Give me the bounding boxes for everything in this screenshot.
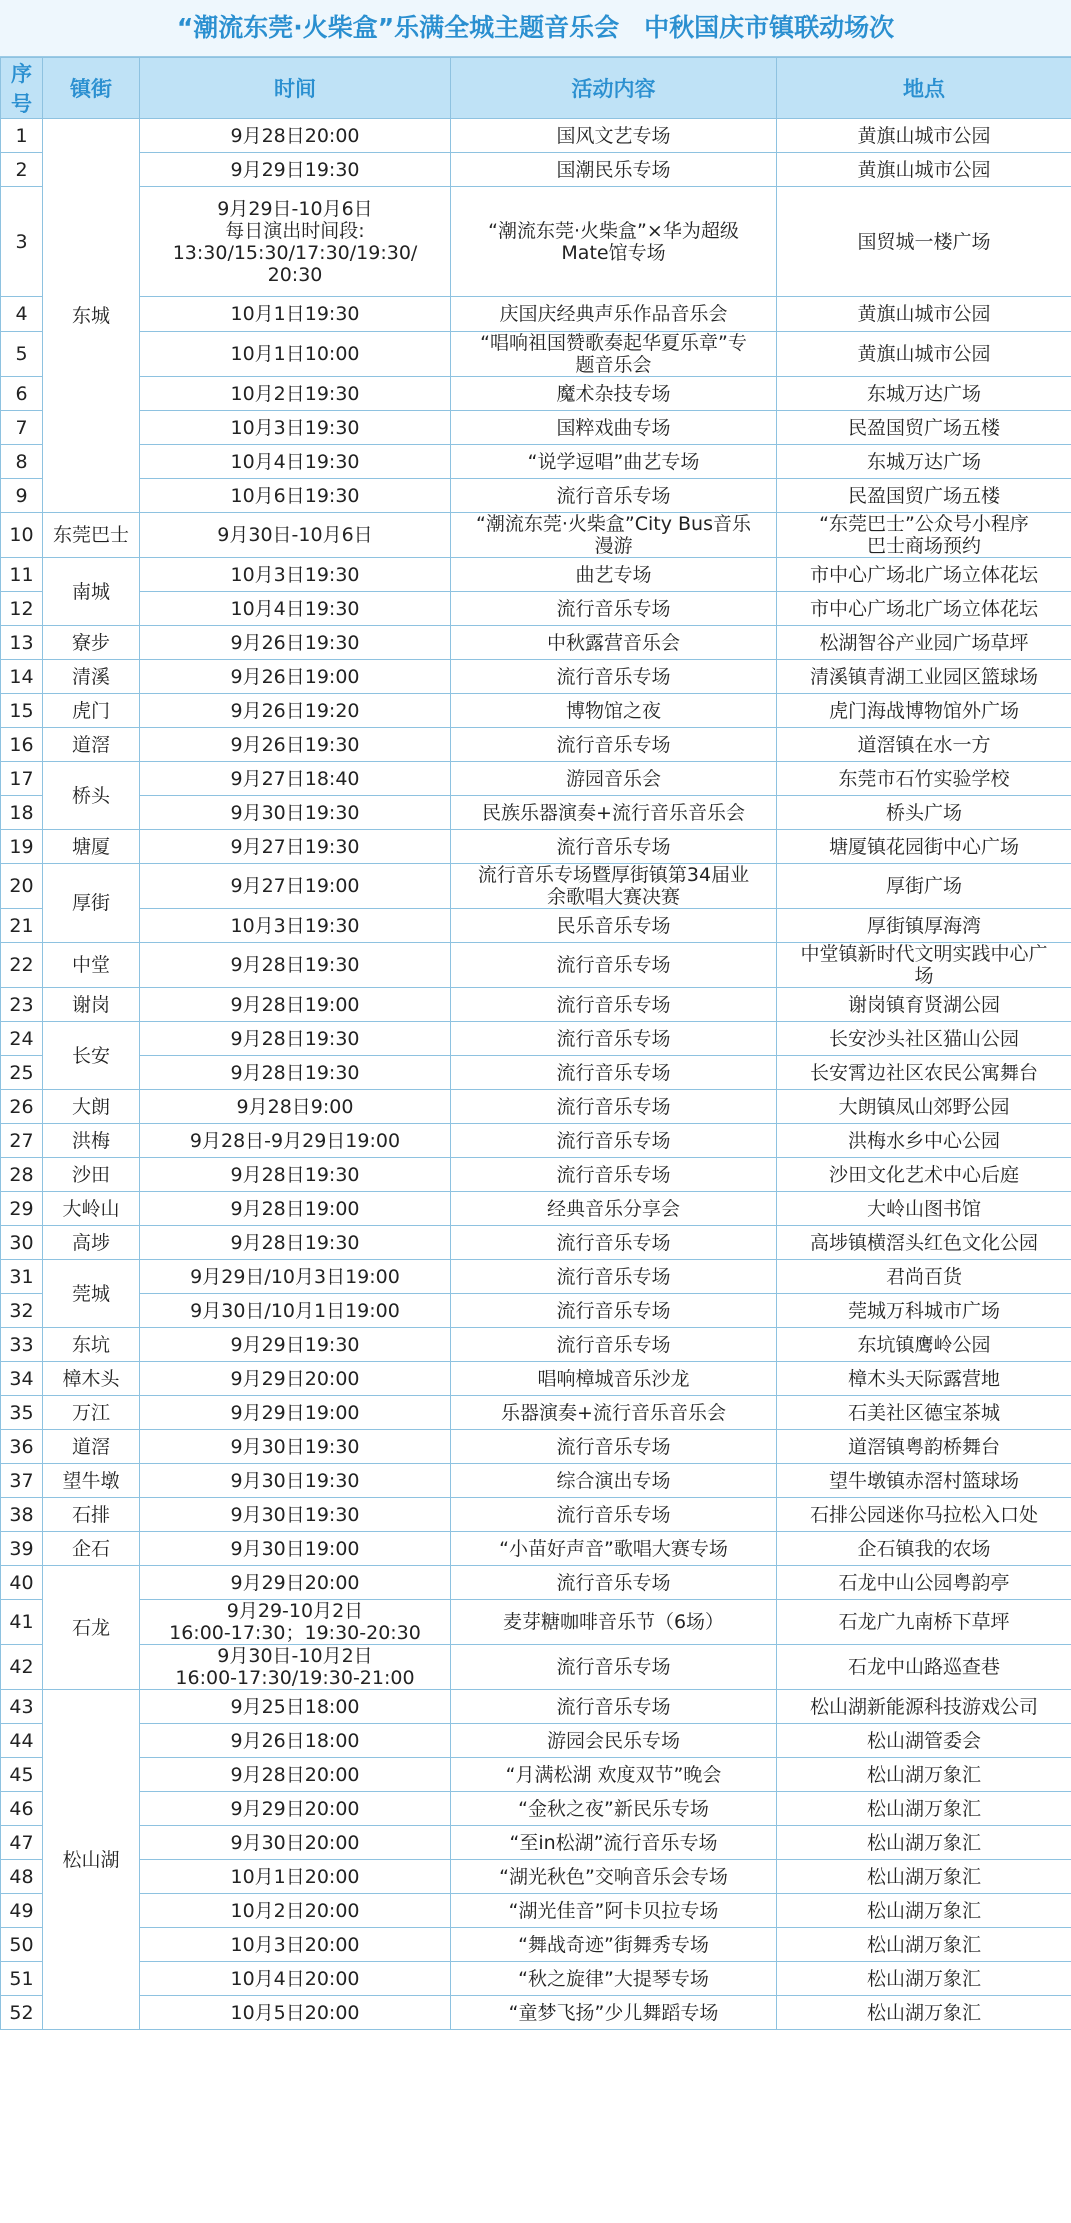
row-number: 23	[1, 988, 43, 1022]
row-place: 石排公园迷你马拉松入口处	[777, 1498, 1071, 1532]
row-number: 4	[1, 297, 43, 332]
row-place: 莞城万科城市广场	[777, 1294, 1071, 1328]
row-number: 38	[1, 1498, 43, 1532]
row-place: 国贸城一楼广场	[777, 187, 1071, 297]
table-row	[1, 1962, 1071, 1996]
row-place: 东坑镇鹰岭公园	[777, 1328, 1071, 1362]
table-row	[1, 1362, 1071, 1396]
row-content: 流行音乐专场	[451, 1124, 777, 1158]
row-place: 石美社区德宝茶城	[777, 1396, 1071, 1430]
row-town: 长安	[43, 1022, 140, 1090]
row-number: 41	[1, 1600, 43, 1645]
row-time: 10月4日19:30	[140, 592, 451, 626]
row-content: 流行音乐专场	[451, 1022, 777, 1056]
row-place: 塘厦镇花园街中心广场	[777, 830, 1071, 864]
row-content: 流行音乐专场	[451, 830, 777, 864]
table-row	[1, 297, 1071, 332]
row-time: 10月1日10:00	[140, 332, 451, 377]
row-time: 10月3日19:30	[140, 558, 451, 592]
table-row	[1, 762, 1071, 796]
row-place: 谢岗镇育贤湖公园	[777, 988, 1071, 1022]
row-place: 厚街广场	[777, 864, 1071, 909]
table-row	[1, 1792, 1071, 1826]
row-town: 松山湖	[43, 1690, 140, 2030]
row-town: 万江	[43, 1396, 140, 1430]
row-town: 东坑	[43, 1328, 140, 1362]
row-time: 9月28日9:00	[140, 1090, 451, 1124]
row-town: 谢岗	[43, 988, 140, 1022]
row-content: “童梦飞扬”少儿舞蹈专场	[451, 1996, 777, 2030]
row-number: 33	[1, 1328, 43, 1362]
row-content: “秋之旋律”大提琴专场	[451, 1962, 777, 1996]
row-content: 国粹戏曲专场	[451, 411, 777, 445]
row-place: 高埗镇横滘头红色文化公园	[777, 1226, 1071, 1260]
header-place: 地点	[777, 58, 1071, 119]
row-place: 厚街镇厚海湾	[777, 909, 1071, 943]
row-time: 9月30日19:00	[140, 1532, 451, 1566]
row-content: “湖光佳音”阿卡贝拉专场	[451, 1894, 777, 1928]
row-number: 44	[1, 1724, 43, 1758]
header-town: 镇街	[43, 58, 140, 119]
row-place: 石龙中山路巡查巷	[777, 1645, 1071, 1690]
table-row	[1, 1645, 1071, 1690]
table-row	[1, 1894, 1071, 1928]
row-place: 松山湖万象汇	[777, 1792, 1071, 1826]
row-content: 流行音乐专场	[451, 479, 777, 513]
row-town: 东莞巴士	[43, 513, 140, 558]
row-town: 清溪	[43, 660, 140, 694]
row-time: 10月2日20:00	[140, 1894, 451, 1928]
table-header-row	[1, 58, 1071, 119]
row-place: 松山湖万象汇	[777, 1826, 1071, 1860]
row-time: 10月4日19:30	[140, 445, 451, 479]
row-number: 17	[1, 762, 43, 796]
row-place: 虎门海战博物馆外广场	[777, 694, 1071, 728]
row-town: 道滘	[43, 728, 140, 762]
row-time: 10月3日20:00	[140, 1928, 451, 1962]
row-place: 松山湖万象汇	[777, 1758, 1071, 1792]
row-town: 东城	[43, 119, 140, 513]
table-row	[1, 558, 1071, 592]
row-number: 2	[1, 153, 43, 187]
row-place: “东莞巴士”公众号小程序 巴士商场预约	[777, 513, 1071, 558]
row-time: 9月30日19:30	[140, 796, 451, 830]
row-number: 39	[1, 1532, 43, 1566]
row-place: 道滘镇在水一方	[777, 728, 1071, 762]
table-row	[1, 1996, 1071, 2030]
row-content: 流行音乐专场	[451, 1645, 777, 1690]
row-number: 25	[1, 1056, 43, 1090]
row-content: 流行音乐专场	[451, 1056, 777, 1090]
row-content: 游园会民乐专场	[451, 1724, 777, 1758]
row-number: 35	[1, 1396, 43, 1430]
table-row	[1, 411, 1071, 445]
row-place: 市中心广场北广场立体花坛	[777, 592, 1071, 626]
row-number: 26	[1, 1090, 43, 1124]
row-number: 18	[1, 796, 43, 830]
table-row	[1, 660, 1071, 694]
row-number: 34	[1, 1362, 43, 1396]
table-row	[1, 513, 1071, 558]
row-number: 29	[1, 1192, 43, 1226]
row-content: 唱响樟城音乐沙龙	[451, 1362, 777, 1396]
row-content: 流行音乐专场	[451, 1158, 777, 1192]
table-row	[1, 332, 1071, 377]
row-number: 31	[1, 1260, 43, 1294]
row-number: 40	[1, 1566, 43, 1600]
row-number: 47	[1, 1826, 43, 1860]
row-number: 21	[1, 909, 43, 943]
row-place: 东城万达广场	[777, 445, 1071, 479]
row-content: 流行音乐专场	[451, 728, 777, 762]
row-time: 9月26日19:00	[140, 660, 451, 694]
table-row	[1, 1498, 1071, 1532]
row-content: 流行音乐专场	[451, 592, 777, 626]
row-town: 洪梅	[43, 1124, 140, 1158]
row-town: 塘厦	[43, 830, 140, 864]
table-row	[1, 1192, 1071, 1226]
row-content: 流行音乐专场暨厚街镇第34届业 余歌唱大赛决赛	[451, 864, 777, 909]
row-time: 10月4日20:00	[140, 1962, 451, 1996]
row-place: 企石镇我的农场	[777, 1532, 1071, 1566]
row-town: 桥头	[43, 762, 140, 830]
row-time: 9月28日20:00	[140, 119, 451, 153]
row-time: 9月29日19:30	[140, 1328, 451, 1362]
row-number: 6	[1, 377, 43, 411]
row-content: 流行音乐专场	[451, 1294, 777, 1328]
row-time: 9月29-10月2日 16:00-17:30；19:30-20:30	[140, 1600, 451, 1645]
row-town: 大岭山	[43, 1192, 140, 1226]
row-place: 黄旗山城市公园	[777, 332, 1071, 377]
row-time: 9月29日/10月3日19:00	[140, 1260, 451, 1294]
row-number: 8	[1, 445, 43, 479]
row-content: “至in松湖”流行音乐专场	[451, 1826, 777, 1860]
row-content: 流行音乐专场	[451, 1566, 777, 1600]
row-number: 52	[1, 1996, 43, 2030]
row-town: 莞城	[43, 1260, 140, 1328]
row-time: 9月29日-10月6日 每日演出时间段: 13:30/15:30/17:30/19:30/ 20:30	[140, 187, 451, 297]
table-row	[1, 1022, 1071, 1056]
row-place: 清溪镇青湖工业园区篮球场	[777, 660, 1071, 694]
row-time: 9月30日19:30	[140, 1464, 451, 1498]
row-content: 流行音乐专场	[451, 660, 777, 694]
row-number: 5	[1, 332, 43, 377]
row-content: “潮流东莞·火柴盒”City Bus音乐 漫游	[451, 513, 777, 558]
table-row	[1, 728, 1071, 762]
row-place: 道滘镇粤韵桥舞台	[777, 1430, 1071, 1464]
row-place: 松山湖万象汇	[777, 1928, 1071, 1962]
row-number: 45	[1, 1758, 43, 1792]
row-time: 9月26日19:30	[140, 728, 451, 762]
row-content: 乐器演奏+流行音乐音乐会	[451, 1396, 777, 1430]
row-content: 游园音乐会	[451, 762, 777, 796]
row-content: 流行音乐专场	[451, 988, 777, 1022]
schedule-table	[0, 57, 1071, 2030]
row-content: 综合演出专场	[451, 1464, 777, 1498]
table-row	[1, 1328, 1071, 1362]
table-row	[1, 1724, 1071, 1758]
row-content: 流行音乐专场	[451, 1226, 777, 1260]
row-time: 9月30日19:30	[140, 1498, 451, 1532]
row-content: “说学逗唱”曲艺专场	[451, 445, 777, 479]
table-row	[1, 1826, 1071, 1860]
row-content: 魔术杂技专场	[451, 377, 777, 411]
row-number: 49	[1, 1894, 43, 1928]
table-row	[1, 1226, 1071, 1260]
table-row	[1, 1464, 1071, 1498]
row-number: 19	[1, 830, 43, 864]
row-content: 庆国庆经典声乐作品音乐会	[451, 297, 777, 332]
table-row	[1, 988, 1071, 1022]
table-row	[1, 1928, 1071, 1962]
row-time: 9月29日20:00	[140, 1362, 451, 1396]
row-town: 望牛墩	[43, 1464, 140, 1498]
row-number: 10	[1, 513, 43, 558]
table-row	[1, 1260, 1071, 1294]
row-number: 36	[1, 1430, 43, 1464]
row-number: 9	[1, 479, 43, 513]
page-title: “潮流东莞·火柴盒”乐满全城主题音乐会 中秋国庆市镇联动场次	[0, 0, 1071, 57]
row-time: 9月30日-10月6日	[140, 513, 451, 558]
row-time: 9月29日20:00	[140, 1792, 451, 1826]
table-row	[1, 694, 1071, 728]
row-town: 沙田	[43, 1158, 140, 1192]
row-place: 中堂镇新时代文明实践中心广 场	[777, 943, 1071, 988]
row-place: 桥头广场	[777, 796, 1071, 830]
row-number: 37	[1, 1464, 43, 1498]
table-row	[1, 1056, 1071, 1090]
row-time: 10月2日19:30	[140, 377, 451, 411]
row-place: 黄旗山城市公园	[777, 297, 1071, 332]
row-number: 30	[1, 1226, 43, 1260]
table-row	[1, 1690, 1071, 1724]
row-content: 曲艺专场	[451, 558, 777, 592]
row-place: 民盈国贸广场五楼	[777, 479, 1071, 513]
table-row	[1, 377, 1071, 411]
row-place: 黄旗山城市公园	[777, 153, 1071, 187]
row-number: 20	[1, 864, 43, 909]
row-number: 28	[1, 1158, 43, 1192]
table-row	[1, 1600, 1071, 1645]
row-place: 松山湖管委会	[777, 1724, 1071, 1758]
row-place: 大岭山图书馆	[777, 1192, 1071, 1226]
row-place: 长安沙头社区猫山公园	[777, 1022, 1071, 1056]
row-number: 51	[1, 1962, 43, 1996]
table-row	[1, 1396, 1071, 1430]
row-place: 黄旗山城市公园	[777, 119, 1071, 153]
row-town: 石排	[43, 1498, 140, 1532]
row-place: 石龙广九南桥下草坪	[777, 1600, 1071, 1645]
row-place: 松山湖万象汇	[777, 1962, 1071, 1996]
row-place: 松山湖万象汇	[777, 1894, 1071, 1928]
row-town: 道滘	[43, 1430, 140, 1464]
row-number: 3	[1, 187, 43, 297]
row-content: 国风文艺专场	[451, 119, 777, 153]
table-row	[1, 1758, 1071, 1792]
row-content: “潮流东莞·火柴盒”×华为超级 Mate馆专场	[451, 187, 777, 297]
row-number: 32	[1, 1294, 43, 1328]
row-number: 50	[1, 1928, 43, 1962]
row-time: 9月29日20:00	[140, 1566, 451, 1600]
table-row	[1, 1430, 1071, 1464]
row-place: 大朗镇凤山郊野公园	[777, 1090, 1071, 1124]
table-row	[1, 119, 1071, 153]
row-time: 9月30日19:30	[140, 1430, 451, 1464]
table-row	[1, 445, 1071, 479]
table-row	[1, 626, 1071, 660]
row-content: 博物馆之夜	[451, 694, 777, 728]
table-row	[1, 830, 1071, 864]
row-time: 9月29日19:00	[140, 1396, 451, 1430]
row-content: “湖光秋色”交响音乐会专场	[451, 1860, 777, 1894]
row-content: “月满松湖 欢度双节”晚会	[451, 1758, 777, 1792]
row-content: 流行音乐专场	[451, 1690, 777, 1724]
row-town: 石龙	[43, 1566, 140, 1690]
table-row	[1, 796, 1071, 830]
row-place: 石龙中山公园粤韵亭	[777, 1566, 1071, 1600]
row-town: 厚街	[43, 864, 140, 943]
table-row	[1, 909, 1071, 943]
row-time: 10月3日19:30	[140, 909, 451, 943]
table-row	[1, 187, 1071, 297]
row-town: 樟木头	[43, 1362, 140, 1396]
row-time: 9月28日19:30	[140, 1158, 451, 1192]
row-number: 27	[1, 1124, 43, 1158]
row-content: 经典音乐分享会	[451, 1192, 777, 1226]
row-time: 9月30日-10月2日 16:00-17:30/19:30-21:00	[140, 1645, 451, 1690]
table-row	[1, 943, 1071, 988]
row-content: 流行音乐专场	[451, 1090, 777, 1124]
table-row	[1, 1090, 1071, 1124]
row-content: 民族乐器演奏+流行音乐音乐会	[451, 796, 777, 830]
row-number: 43	[1, 1690, 43, 1724]
row-place: 东城万达广场	[777, 377, 1071, 411]
table-row	[1, 479, 1071, 513]
row-time: 9月29日19:30	[140, 153, 451, 187]
row-town: 企石	[43, 1532, 140, 1566]
row-content: 国潮民乐专场	[451, 153, 777, 187]
row-time: 9月28日19:30	[140, 1226, 451, 1260]
row-number: 12	[1, 592, 43, 626]
row-place: 松湖智谷产业园广场草坪	[777, 626, 1071, 660]
row-time: 9月28日19:30	[140, 943, 451, 988]
table-row	[1, 1124, 1071, 1158]
row-time: 9月30日20:00	[140, 1826, 451, 1860]
row-town: 高埗	[43, 1226, 140, 1260]
row-place: 松山湖新能源科技游戏公司	[777, 1690, 1071, 1724]
row-place: 松山湖万象汇	[777, 1996, 1071, 2030]
row-time: 9月28日-9月29日19:00	[140, 1124, 451, 1158]
row-content: 流行音乐专场	[451, 1260, 777, 1294]
row-content: 中秋露营音乐会	[451, 626, 777, 660]
table-row	[1, 1860, 1071, 1894]
row-content: 流行音乐专场	[451, 1328, 777, 1362]
row-time: 9月27日19:30	[140, 830, 451, 864]
table-body	[1, 119, 1071, 2030]
row-place: 洪梅水乡中心公园	[777, 1124, 1071, 1158]
row-time: 9月25日18:00	[140, 1690, 451, 1724]
table-row	[1, 1158, 1071, 1192]
row-content: “舞战奇迹”街舞秀专场	[451, 1928, 777, 1962]
header-time: 时间	[140, 58, 451, 119]
row-place: 民盈国贸广场五楼	[777, 411, 1071, 445]
row-time: 9月27日18:40	[140, 762, 451, 796]
row-time: 9月28日19:00	[140, 1192, 451, 1226]
row-time: 9月28日19:00	[140, 988, 451, 1022]
table-row	[1, 592, 1071, 626]
row-content: “唱响祖国赞歌奏起华夏乐章”专 题音乐会	[451, 332, 777, 377]
row-number: 16	[1, 728, 43, 762]
row-time: 9月26日19:30	[140, 626, 451, 660]
row-content: 流行音乐专场	[451, 943, 777, 988]
row-place: 市中心广场北广场立体花坛	[777, 558, 1071, 592]
row-number: 48	[1, 1860, 43, 1894]
row-place: 樟木头天际露营地	[777, 1362, 1071, 1396]
row-place: 长安霄边社区农民公寓舞台	[777, 1056, 1071, 1090]
header-content: 活动内容	[451, 58, 777, 119]
table-row	[1, 1294, 1071, 1328]
row-time: 9月26日18:00	[140, 1724, 451, 1758]
row-number: 46	[1, 1792, 43, 1826]
row-time: 10月5日20:00	[140, 1996, 451, 2030]
row-content: 民乐音乐专场	[451, 909, 777, 943]
row-content: “金秋之夜”新民乐专场	[451, 1792, 777, 1826]
row-town: 南城	[43, 558, 140, 626]
row-town: 大朗	[43, 1090, 140, 1124]
row-number: 24	[1, 1022, 43, 1056]
header-number: 序号	[1, 58, 43, 119]
row-number: 13	[1, 626, 43, 660]
row-time: 9月27日19:00	[140, 864, 451, 909]
table-row	[1, 1566, 1071, 1600]
row-number: 22	[1, 943, 43, 988]
row-time: 10月1日20:00	[140, 1860, 451, 1894]
row-place: 望牛墩镇赤滘村篮球场	[777, 1464, 1071, 1498]
row-time: 10月1日19:30	[140, 297, 451, 332]
table-row	[1, 864, 1071, 909]
row-place: 松山湖万象汇	[777, 1860, 1071, 1894]
row-time: 9月26日19:20	[140, 694, 451, 728]
table-row	[1, 153, 1071, 187]
row-content: “小苗好声音”歌唱大赛专场	[451, 1532, 777, 1566]
row-town: 虎门	[43, 694, 140, 728]
row-number: 14	[1, 660, 43, 694]
row-time: 10月6日19:30	[140, 479, 451, 513]
row-number: 11	[1, 558, 43, 592]
row-place: 东莞市石竹实验学校	[777, 762, 1071, 796]
row-town: 寮步	[43, 626, 140, 660]
table-row	[1, 1532, 1071, 1566]
row-time: 9月28日19:30	[140, 1056, 451, 1090]
row-time: 9月28日19:30	[140, 1022, 451, 1056]
row-content: 流行音乐专场	[451, 1430, 777, 1464]
row-town: 中堂	[43, 943, 140, 988]
row-content: 麦芽糖咖啡音乐节（6场）	[451, 1600, 777, 1645]
row-place: 沙田文化艺术中心后庭	[777, 1158, 1071, 1192]
row-time: 9月28日20:00	[140, 1758, 451, 1792]
row-number: 42	[1, 1645, 43, 1690]
row-place: 君尚百货	[777, 1260, 1071, 1294]
row-time: 10月3日19:30	[140, 411, 451, 445]
row-number: 7	[1, 411, 43, 445]
row-number: 15	[1, 694, 43, 728]
row-content: 流行音乐专场	[451, 1498, 777, 1532]
row-number: 1	[1, 119, 43, 153]
row-time: 9月30日/10月1日19:00	[140, 1294, 451, 1328]
